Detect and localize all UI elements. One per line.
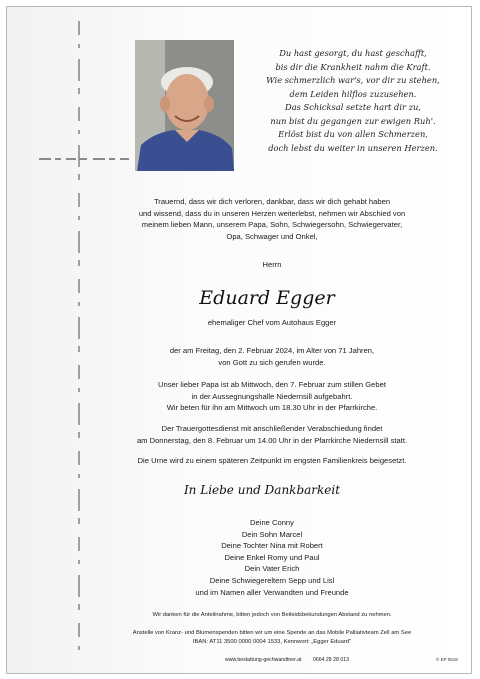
salutation: Herrn	[262, 260, 282, 269]
mourner: Dein Vater Erich	[244, 564, 300, 574]
viewing-info: Unser lieber Papa ist ab Mittwoch, den 7. Februar zum stillen Gebet in der Aussegnungshalle Niedernsill aufgebahrt. Wir beten für ihn am Mittwoch um 18.30 Uhr in der Pfarrkirche.	[158, 380, 386, 413]
mourner: Dein Sohn Marcel	[241, 529, 303, 539]
mourners-list	[97, 517, 447, 598]
cross-horizontal-beam	[39, 157, 129, 161]
deceased-name: Eduard Egger	[199, 287, 335, 309]
portrait-photo	[135, 40, 234, 171]
poem-line: bis dir die Krankheit nahm die Kraft.	[275, 61, 431, 72]
poem-line: Das Schicksal setzte hart dir zu,	[285, 102, 421, 112]
cross-vertical-beam	[78, 21, 80, 661]
mourner: Deine Enkel Romy und Paul	[224, 552, 320, 562]
poem-line: Du hast gesorgt, du hast geschafft,	[279, 48, 427, 58]
poem-line: doch lebst du weiter in unseren Herzen.	[268, 142, 438, 153]
mourner: Deine Tochter Nina mit Robert	[221, 541, 323, 551]
closing-heading: In Liebe und Dankbarkeit	[183, 483, 341, 497]
poem-line: dem Leiden hilflos zuzusehen.	[289, 88, 417, 99]
poem-line: Wie schmerzlich war's, vor dir zu stehen,	[266, 75, 440, 85]
poem-line: nun bist du gegangen zur ewigen Ruh'.	[270, 115, 436, 126]
print-code: © EP 0518	[436, 657, 458, 662]
footer	[187, 657, 387, 663]
donation-note: Anstelle von Kranz- und Blumenspenden bitten wir um eine Spende an das Mobile Palliativteam Zell am See IBAN: AT11 3500 0000 0004 1533, Kennwort: „Egger Eduard"	[132, 630, 412, 645]
intro-paragraph: Trauernd, dass wir dich verloren, dankbar, dass wir dich gehabt haben und wissend, dass du in unseren Herzen weiterlebst, nehmen wir Abschied von meinem lieben Mann, unserem Papa, Sohn, Schwiegersohn, Schwiegervater, Opa, Schwager und Onkel,	[138, 197, 406, 241]
urn-info: Die Urne wird zu einem späteren Zeitpunkt im engsten Familienkreis beigesetzt.	[137, 456, 407, 465]
thanks-note: Wir danken für die Anteilnahme, bitten jedoch von Beileidsbekundungen Abstand zu nehmen.	[152, 612, 392, 618]
footer-website[interactable]: www.bestattung-gechwandtner.at	[224, 657, 302, 663]
service-info: Der Trauergottesdienst mit anschließender Verabschiedung findet am Donnerstag, den 8. Februar um 14.00 Uhr in der Pfarrkirche Niedernsill statt.	[136, 424, 408, 445]
deceased-subtitle: ehemaliger Chef vom Autohaus Egger	[207, 318, 337, 327]
poem-line: Erlöst bist du von allen Schmerzen,	[278, 129, 428, 139]
death-notice: der am Freitag, den 2. Februar 2024, im Alter von 71 Jahren, von Gott zu sich gerufen wurde.	[169, 346, 375, 367]
mourner: und im Namen aller Verwandten und Freunde	[195, 587, 349, 597]
mourner: Deine Conny	[250, 518, 294, 527]
footer-phone: 0664 28 28 013	[312, 657, 349, 663]
obituary-card	[6, 6, 472, 674]
poem	[247, 47, 459, 155]
mourner: Deine Schwiegereltern Sepp und Lisl	[209, 575, 335, 585]
